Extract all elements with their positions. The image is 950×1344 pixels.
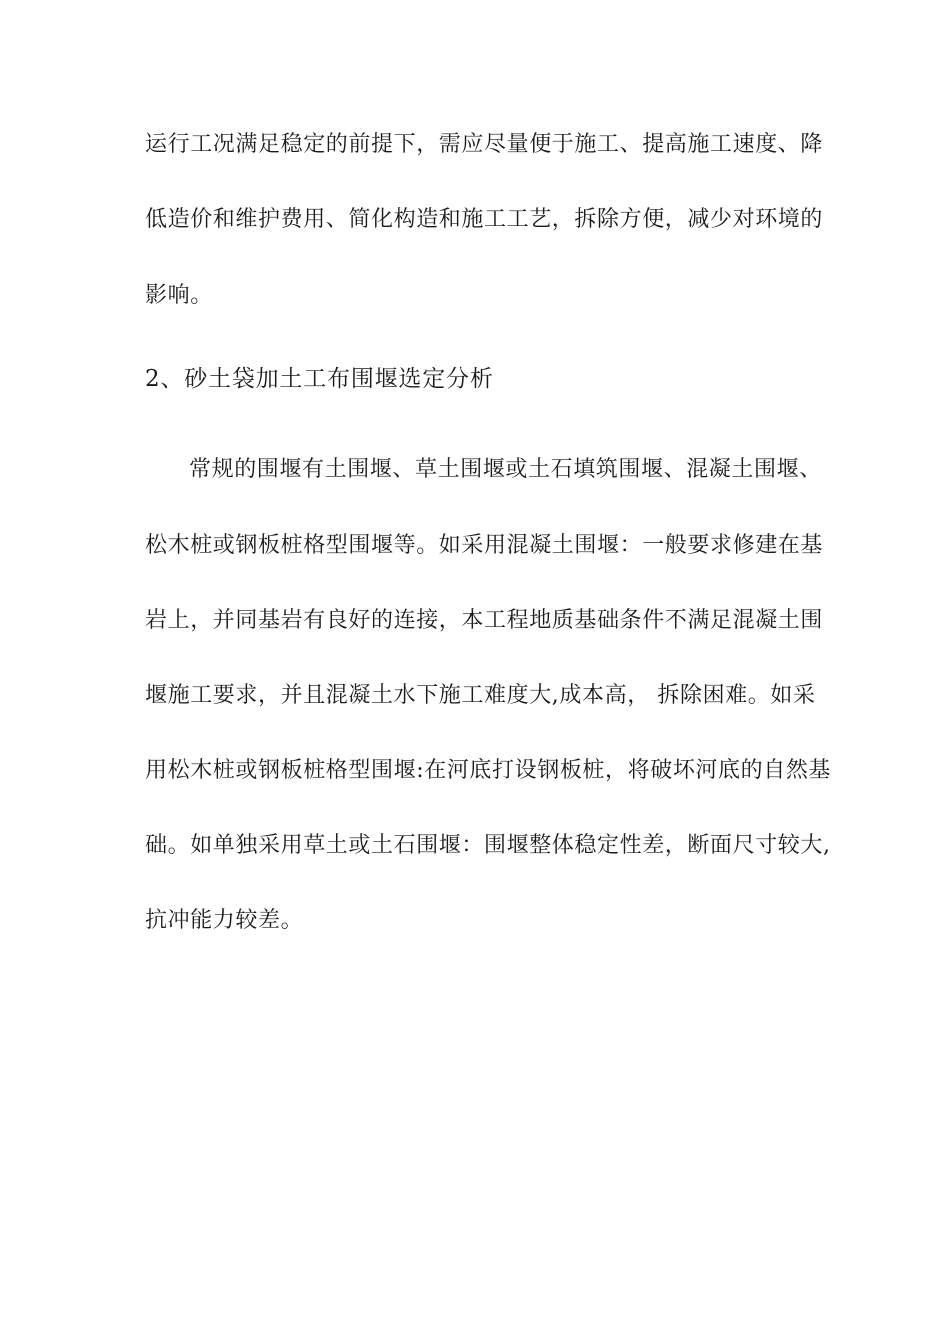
paragraph-line: 抗冲能力较差。 <box>145 908 304 933</box>
section-heading: 2、砂土袋加土工布围堰选定分析 <box>145 366 494 392</box>
paragraph-line: 影响。 <box>145 283 213 308</box>
paragraph-line: 常规的围堰有土围堰、草土围堰或土石填筑围堰、混凝土围堰、 <box>189 457 822 482</box>
paragraph-line: 用松木桩或钢板桩格型围堰:在河底打设钢板桩，将破坏河底的自然基 <box>145 758 832 783</box>
paragraph-line: 础。如单独采用草土或土石围堰：围堰整体稳定性差，断面尺寸较大, <box>145 833 831 858</box>
paragraph-line: 岩上，并同基岩有良好的连接，本工程地质基础条件不满足混凝土围 <box>145 608 824 633</box>
paragraph-line: 低造价和维护费用、简化构造和施工工艺，拆除方便，减少对环境的 <box>145 207 824 232</box>
paragraph-line: 运行工况满足稳定的前提下，需应尽量便于施工、提高施工速度、降 <box>145 132 824 157</box>
paragraph-line: 松木桩或钢板桩格型围堰等。如采用混凝土围堰：一般要求修建在基 <box>145 533 824 558</box>
paragraph-line: 堰施工要求，并且混凝土水下施工难度大,成本高， 拆除困难。如采 <box>145 683 816 708</box>
